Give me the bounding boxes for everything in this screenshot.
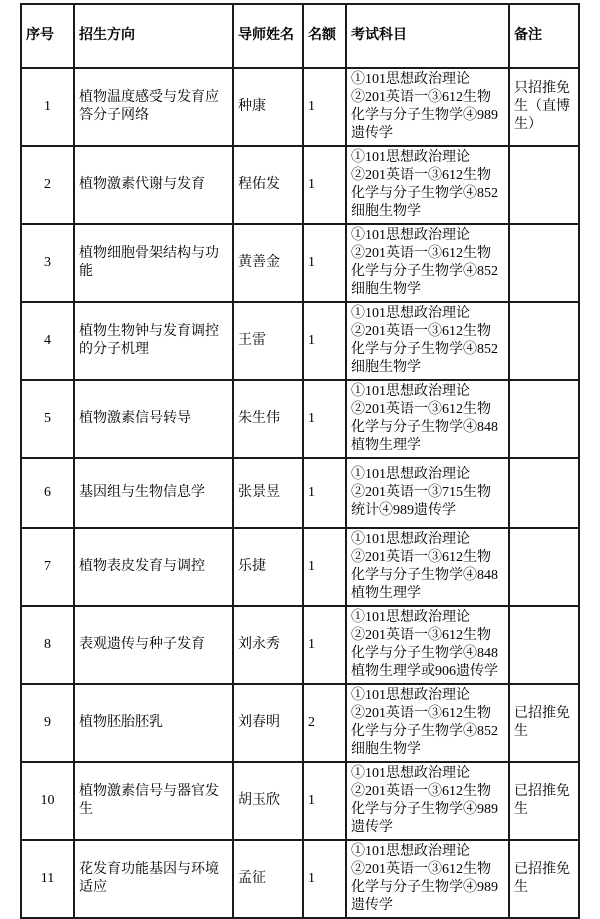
cell-advisor: 程佑发 [233, 146, 303, 224]
cell-subjects: ①101思想政治理论②201英语一③612生物化学与分子生物学④848植物生理学 [346, 380, 509, 458]
cell-advisor: 刘春明 [233, 684, 303, 762]
admissions-table [20, 3, 580, 919]
cell-no: 4 [21, 302, 74, 380]
cell-advisor: 种康 [233, 68, 303, 146]
column-header-subjects: 考试科目 [346, 4, 509, 68]
cell-quota: 1 [303, 302, 346, 380]
cell-advisor: 黄善金 [233, 224, 303, 302]
cell-remark: 已招推免生 [509, 840, 579, 918]
cell-quota: 1 [303, 528, 346, 606]
table-row [21, 606, 579, 684]
cell-subjects: ①101思想政治理论②201英语一③612生物化学与分子生物学④852细胞生物学 [346, 146, 509, 224]
cell-no: 6 [21, 458, 74, 528]
cell-direction: 植物温度感受与发育应答分子网络 [74, 68, 233, 146]
cell-quota: 1 [303, 458, 346, 528]
cell-subjects: ①101思想政治理论②201英语一③612生物化学与分子生物学④852细胞生物学 [346, 302, 509, 380]
cell-no: 7 [21, 528, 74, 606]
cell-quota: 1 [303, 606, 346, 684]
cell-direction: 植物激素代谢与发育 [74, 146, 233, 224]
cell-quota: 1 [303, 68, 346, 146]
cell-no: 3 [21, 224, 74, 302]
cell-quota: 1 [303, 762, 346, 840]
column-header-remark: 备注 [509, 4, 579, 68]
cell-remark [509, 528, 579, 606]
table-row [21, 380, 579, 458]
column-header-quota: 名额 [303, 4, 346, 68]
cell-subjects: ①101思想政治理论②201英语一③612生物化学与分子生物学④852细胞生物学 [346, 224, 509, 302]
cell-direction: 植物生物钟与发育调控的分子机理 [74, 302, 233, 380]
document-page [0, 3, 600, 913]
cell-subjects: ①101思想政治理论②201英语一③612生物化学与分子生物学④852细胞生物学 [346, 684, 509, 762]
cell-remark [509, 458, 579, 528]
table-row [21, 302, 579, 380]
cell-quota: 1 [303, 380, 346, 458]
cell-remark: 已招推免生 [509, 762, 579, 840]
cell-no: 11 [21, 840, 74, 918]
cell-advisor: 张景昱 [233, 458, 303, 528]
cell-remark [509, 224, 579, 302]
table-row [21, 458, 579, 528]
cell-advisor: 朱生伟 [233, 380, 303, 458]
header-row [21, 4, 579, 68]
cell-direction: 植物激素信号转导 [74, 380, 233, 458]
table-row [21, 762, 579, 840]
cell-direction: 植物激素信号与器官发生 [74, 762, 233, 840]
cell-advisor: 胡玉欣 [233, 762, 303, 840]
table-row [21, 528, 579, 606]
cell-remark: 已招推免生 [509, 684, 579, 762]
cell-remark [509, 146, 579, 224]
cell-subjects: ①101思想政治理论②201英语一③612生物化学与分子生物学④989遗传学 [346, 762, 509, 840]
cell-direction: 基因组与生物信息学 [74, 458, 233, 528]
cell-direction: 表观遗传与种子发育 [74, 606, 233, 684]
table-row [21, 684, 579, 762]
cell-direction: 植物表皮发育与调控 [74, 528, 233, 606]
table-row [21, 840, 579, 918]
column-header-direction: 招生方向 [74, 4, 233, 68]
table-row [21, 146, 579, 224]
cell-subjects: ①101思想政治理论②201英语一③612生物化学与分子生物学④989遗传学 [346, 68, 509, 146]
column-header-advisor: 导师姓名 [233, 4, 303, 68]
cell-advisor: 刘永秀 [233, 606, 303, 684]
cell-remark [509, 302, 579, 380]
cell-advisor: 孟征 [233, 840, 303, 918]
cell-remark: 只招推免生（直博生） [509, 68, 579, 146]
cell-no: 8 [21, 606, 74, 684]
cell-direction: 花发育功能基因与环境适应 [74, 840, 233, 918]
cell-no: 2 [21, 146, 74, 224]
cell-remark [509, 380, 579, 458]
cell-subjects: ①101思想政治理论②201英语一③612生物化学与分子生物学④848植物生理学 [346, 528, 509, 606]
cell-direction: 植物胚胎胚乳 [74, 684, 233, 762]
cell-advisor: 乐捷 [233, 528, 303, 606]
cell-no: 9 [21, 684, 74, 762]
column-header-no: 序号 [21, 4, 74, 68]
cell-no: 5 [21, 380, 74, 458]
table-row [21, 68, 579, 146]
cell-quota: 1 [303, 224, 346, 302]
cell-subjects: ①101思想政治理论②201英语一③715生物统计④989遗传学 [346, 458, 509, 528]
cell-advisor: 王雷 [233, 302, 303, 380]
cell-quota: 1 [303, 840, 346, 918]
cell-subjects: ①101思想政治理论②201英语一③612生物化学与分子生物学④989遗传学 [346, 840, 509, 918]
cell-no: 1 [21, 68, 74, 146]
cell-direction: 植物细胞骨架结构与功能 [74, 224, 233, 302]
cell-quota: 2 [303, 684, 346, 762]
cell-quota: 1 [303, 146, 346, 224]
cell-remark [509, 606, 579, 684]
cell-no: 10 [21, 762, 74, 840]
table-row [21, 224, 579, 302]
cell-subjects: ①101思想政治理论②201英语一③612生物化学与分子生物学④848植物生理学或906遗传学 [346, 606, 509, 684]
